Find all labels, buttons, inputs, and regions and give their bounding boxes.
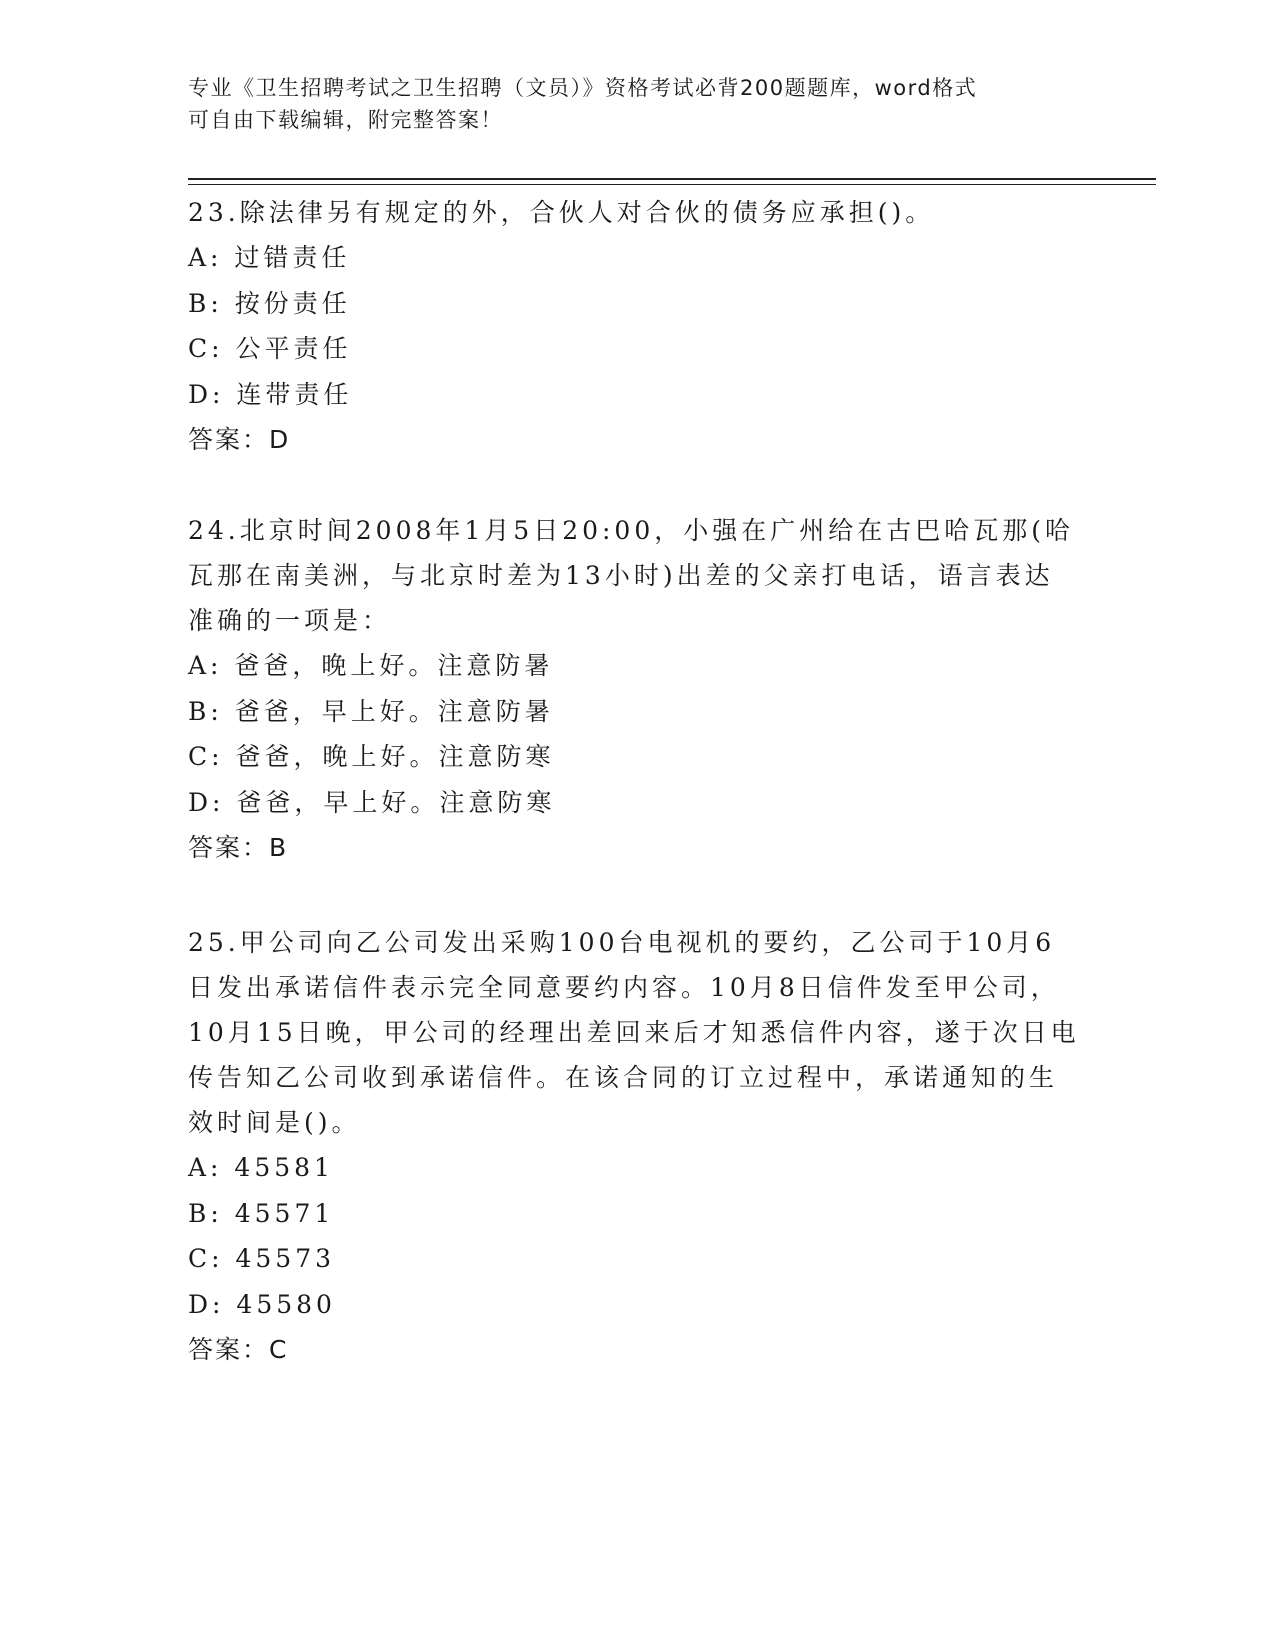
option-c: C: 45573 xyxy=(188,1244,336,1273)
answer: 答案：C xyxy=(188,1335,289,1364)
document-header xyxy=(188,72,1068,136)
header-line: 可自由下载编辑，附完整答案！ xyxy=(188,108,503,132)
option-d: D: 连带责任 xyxy=(188,379,353,409)
option-d: D: 爸爸，早上好。注意防寒 xyxy=(188,787,556,817)
question-stem: 瓦那在南美洲，与北京时差为13小时)出差的父亲打电话，语言表达 xyxy=(188,561,1054,590)
question-stem: 准确的一项是： xyxy=(188,606,392,635)
question-stem: 23.除法律另有规定的外，合伙人对合伙的债务应承担()。 xyxy=(188,198,935,227)
question-stem: 10月15日晚，甲公司的经理出差回来后才知悉信件内容，遂于次日电 xyxy=(188,1018,1080,1047)
option-c: C: 公平责任 xyxy=(188,334,352,363)
question-stem: 日发出承诺信件表示完全同意要约内容。10月8日信件发至甲公司， xyxy=(188,973,1060,1002)
header-line: 专业《卫生招聘考试之卫生招聘（文员）》资格考试必背200题题库，word格式 xyxy=(188,76,978,100)
question-23 xyxy=(188,190,1088,462)
answer: 答案：B xyxy=(188,833,289,862)
option-d: D: 45580 xyxy=(188,1289,336,1319)
answer: 答案：D xyxy=(188,425,291,454)
option-b: B: 45571 xyxy=(188,1198,335,1228)
option-a: A: 45581 xyxy=(188,1153,334,1182)
option-a: A: 过错责任 xyxy=(188,243,351,272)
header-divider-thick xyxy=(188,178,1156,180)
question-stem: 效时间是()。 xyxy=(188,1108,361,1137)
option-b: B: 爸爸，早上好。注意防暑 xyxy=(188,696,554,726)
question-stem: 传告知乙公司收到承诺信件。在该合同的订立过程中，承诺通知的生 xyxy=(188,1063,1059,1092)
question-stem: 24.北京时间2008年1月5日20:00，小强在广州给在古巴哈瓦那(哈 xyxy=(188,516,1074,545)
header-divider-thin xyxy=(188,184,1156,185)
question-stem: 25.甲公司向乙公司发出采购100台电视机的要约，乙公司于10月6 xyxy=(188,928,1056,957)
option-b: B: 按份责任 xyxy=(188,288,351,318)
option-c: C: 爸爸，晚上好。注意防寒 xyxy=(188,742,555,771)
option-a: A: 爸爸，晚上好。注意防暑 xyxy=(188,651,554,680)
question-25 xyxy=(188,920,1088,1372)
question-24 xyxy=(188,508,1088,870)
